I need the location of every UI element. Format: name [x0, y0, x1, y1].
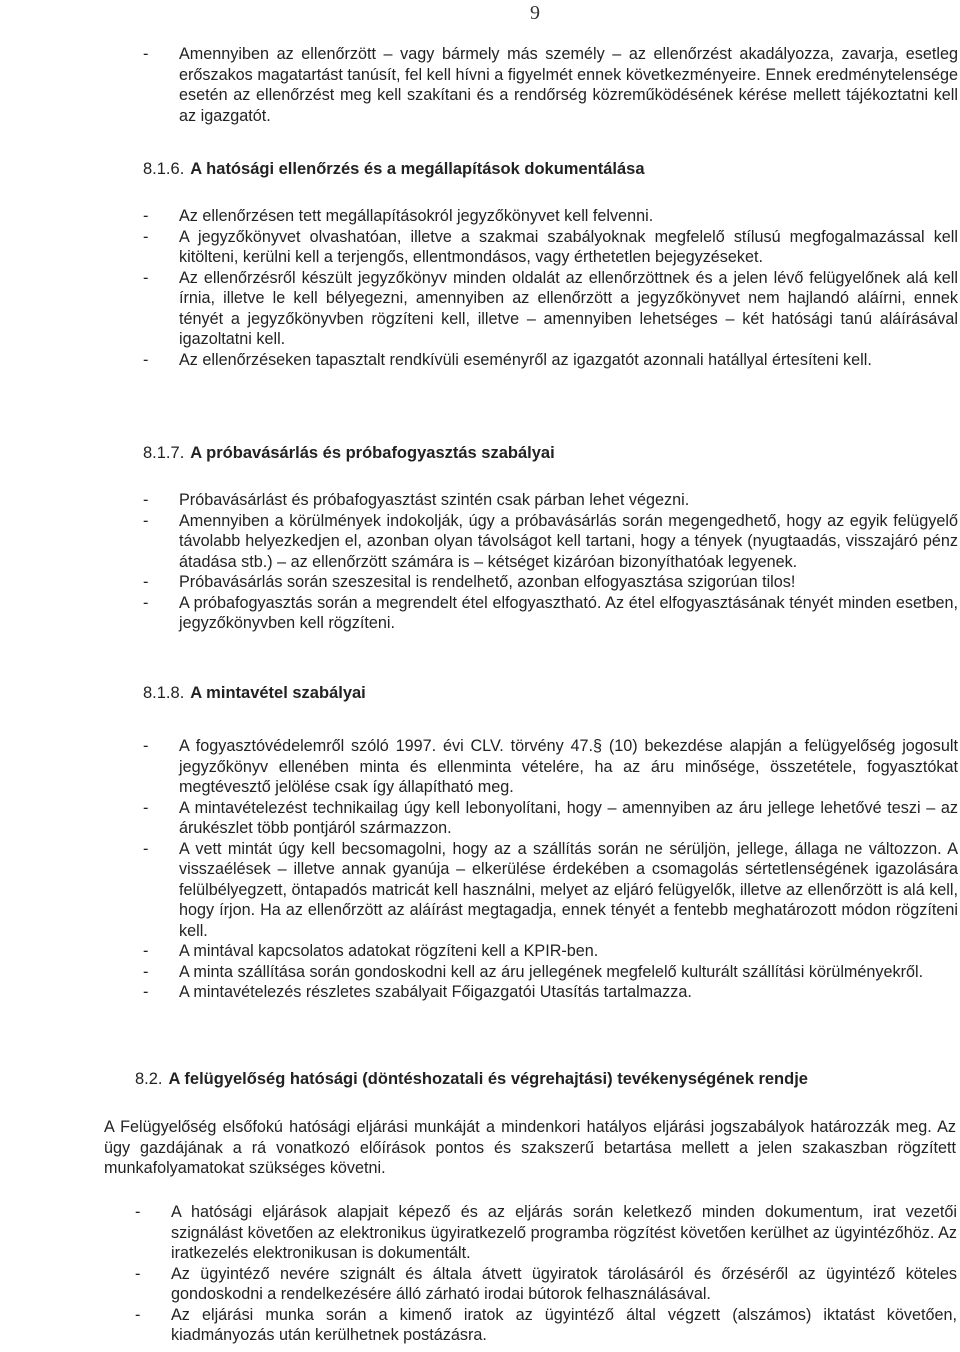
- list-item-text: Próbavásárlást és próbafogyasztást szintén csak párban lehet végezni.: [179, 491, 690, 509]
- section-82-intro: A Felügyelőség elsőfokú hatósági eljárási munkáját a mindenkori hatályos eljárási jogszabályok határozzák meg. Az ügy gazdájának a rá vonatkozó előírások pontos és szakszerű betartása mellett a jelen szakaszban rögzített munkafolyamatokat szükséges követni.: [104, 1118, 956, 1177]
- list-item: [135, 1202, 957, 1264]
- list-item-text: A minta szállítása során gondoskodni kell az áru jellegének megfelelő kulturált szállítási körülményekről.: [179, 962, 924, 981]
- dash-marker: -: [135, 1264, 141, 1283]
- section-817-list-block: [143, 490, 958, 634]
- list-item: [143, 511, 958, 573]
- section-heading-816: [143, 158, 958, 180]
- list-item: [143, 572, 958, 593]
- list-item-text: A fogyasztóvédelemről szóló 1997. évi CLV. törvény 47.§ (10) bekezdése alapján a felügyelőség jogosult jegyzőkönyv ellenében minta és ellenminta vételére, ha az áru minősége, összetétele, fogyasztókat megtévesztő jelölése csak így állapítható meg.: [179, 737, 958, 796]
- section-number: 8.1.7.: [143, 444, 185, 462]
- dash-marker: -: [143, 962, 149, 981]
- list-item-text: A vett mintát úgy kell becsomagolni, hogy az a szállítás során ne sérüljön, jellege, állaga ne változzon. A visszaélések – illetve annak gyanúja – elkerülése érdekében a csomagolás sértetlenségének igazolására felülbélyegzett, öntapadós matricát kell használni, melyet az eljáró felügyelők, illetve az ellenőrzött is alá kell, hogy írjon. Ha az ellenőrzött az aláírást megtagadja, ennek tényét a fentebb meghatározott módon rögzíteni kell.: [179, 839, 958, 940]
- dash-marker: -: [143, 983, 149, 1001]
- dash-marker: -: [143, 573, 149, 591]
- section-title: A hatósági ellenőrzés és a megállapítások dokumentálása: [190, 160, 645, 178]
- page-number: 9: [530, 2, 540, 24]
- section-817-list: [143, 490, 958, 634]
- dash-marker: -: [143, 593, 149, 612]
- list-item: [143, 982, 958, 1003]
- list-item-text: Amennyiben a körülmények indokolják, úgy a próbavásárlás során megengedhető, hogy az egyik felügyelő távolabb helyezkedjen el, azonban olyan távolságot kell tartani, hogy a tények (nyugtaadás, visszajáró pénz átadása stb.) – az ellenőrzött számára is – kétséget kizáróan bizonyíthatóak legyenek.: [179, 511, 958, 571]
- section-82-list: [135, 1202, 957, 1346]
- list-item: [143, 798, 958, 839]
- section-heading-82: [135, 1068, 958, 1090]
- list-item-text: A mintavételezés részletes szabályait Főigazgatói Utasítás tartalmazza.: [179, 983, 692, 1001]
- list-item-text: Az eljárási munka során a kimenő iratok az ügyintéző által végzett (alszámos) iktatást követően, kiadmányozás után kerülhetnek postázásra.: [171, 1305, 957, 1344]
- section-number: 8.1.6.: [143, 160, 185, 178]
- intro-list: [143, 44, 958, 126]
- list-item: [143, 941, 958, 962]
- intro-list-block: [143, 44, 958, 126]
- section-818-list-block: [143, 736, 958, 1003]
- list-item: [143, 490, 958, 511]
- list-item-text: A mintával kapcsolatos adatokat rögzíteni kell a KPIR-ben.: [179, 942, 599, 960]
- list-item-text: Az ellenőrzésen tett megállapításokról jegyzőkönyvet kell felvenni.: [179, 207, 654, 225]
- list-item: [135, 1305, 957, 1346]
- dash-marker: -: [143, 491, 149, 509]
- section-816-list: [143, 206, 958, 370]
- section-82-list-block: [135, 1202, 957, 1346]
- section-number: 8.2.: [135, 1070, 163, 1088]
- dash-marker: -: [143, 268, 149, 287]
- list-item: [143, 593, 958, 634]
- list-item: [143, 206, 958, 227]
- section-818-list: [143, 736, 958, 1003]
- list-item: [143, 268, 958, 350]
- list-item-text: Az ellenőrzéseken tapasztalt rendkívüli eseményről az igazgatót azonnali hatállyal értesíteni kell.: [179, 350, 872, 369]
- section-number: 8.1.8.: [143, 684, 185, 702]
- dash-marker: -: [143, 798, 149, 817]
- section-title: A próbavásárlás és próbafogyasztás szabályai: [190, 444, 555, 462]
- list-item-text: Amennyiben az ellenőrzött – vagy bármely más személy – az ellenőrzést akadályozza, zavarja, esetleg erőszakos magatartást tanúsít, fel kell hívni a figyelmét ennek következményeire. Ennek eredménytelensége esetén az ellenőrzést meg kell szakítani és a rendőrség közreműködésének kérése mellett tájékoztatni kell az igazgatót.: [179, 45, 958, 125]
- list-item-text: Az ügyintéző nevére szignált és általa átvett ügyiratok tárolásáról és őrzéséről az ügyintéző köteles gondoskodni a rendelkezésére álló zárható irodai bútorok felhasználásával.: [171, 1264, 957, 1303]
- list-item-text: A hatósági eljárások alapjait képező és az eljárás során keletkező minden dokumentum, irat vezetői szignálást követően az elektronikus ügyiratkezelő programba rögzítést követően kerülhet az ügyintézőhöz. Az iratkezelés elektronikusan is dokumentált.: [171, 1203, 957, 1262]
- dash-marker: -: [135, 1305, 141, 1324]
- list-item: [143, 350, 958, 371]
- dash-marker: -: [143, 207, 149, 225]
- list-item-text: A próbafogyasztás során a megrendelt étel elfogyasztható. Az étel elfogyasztásának tényét minden esetben, jegyzőkönyvben kell rögzíteni.: [179, 593, 958, 632]
- list-item: [143, 839, 958, 942]
- section-heading-818: [143, 682, 958, 704]
- dash-marker: -: [143, 227, 149, 246]
- dash-marker: -: [143, 45, 149, 63]
- list-item-text: A mintavételezést technikailag úgy kell lebonyolítani, hogy – amennyiben az áru jellege lehetővé teszi – az árukészlet több pontjáról származzon.: [179, 798, 958, 837]
- list-item-text: Próbavásárlás során szeszesital is rendelhető, azonban elfogyasztása szigorúan tilos!: [179, 573, 796, 591]
- dash-marker: -: [135, 1203, 141, 1221]
- list-item: [143, 227, 958, 268]
- dash-marker: -: [143, 511, 149, 530]
- dash-marker: -: [143, 737, 149, 755]
- list-item-text: A jegyzőkönyvet olvashatóan, illetve a szakmai szabályoknak megfelelő stílusú megfogalmazással kell kitölteni, kerülni kell a terjengős, ellentmondásos, vagy érthetetlen bejegyzéseket.: [179, 227, 958, 266]
- dash-marker: -: [143, 942, 149, 960]
- list-item-text: Az ellenőrzésről készült jegyzőkönyv minden oldalát az ellenőrzöttnek és a jelen lévő felügyelőnek alá kell írnia, illetve le kell bélyegezni, amennyiben az ellenőrzött a jegyzőkönyvet nem hajlandó aláírni, ennek tényét a jegyzőkönyvben rögzíteni kell, illetve – amennyiben lehetséges – két hatósági tanú aláírásával igazoltatni kell.: [179, 268, 958, 348]
- list-item: [135, 1264, 957, 1305]
- dash-marker: -: [143, 839, 149, 858]
- list-item: [143, 736, 958, 798]
- dash-marker: -: [143, 350, 149, 369]
- section-heading-817: [143, 442, 958, 464]
- section-816-list-block: [143, 206, 958, 370]
- section-title: A mintavétel szabályai: [190, 684, 366, 702]
- section-title: A felügyelőség hatósági (döntéshozatali és végrehajtási) tevékenységének rendje: [168, 1070, 808, 1088]
- list-item: [143, 962, 958, 983]
- list-item: [143, 44, 958, 126]
